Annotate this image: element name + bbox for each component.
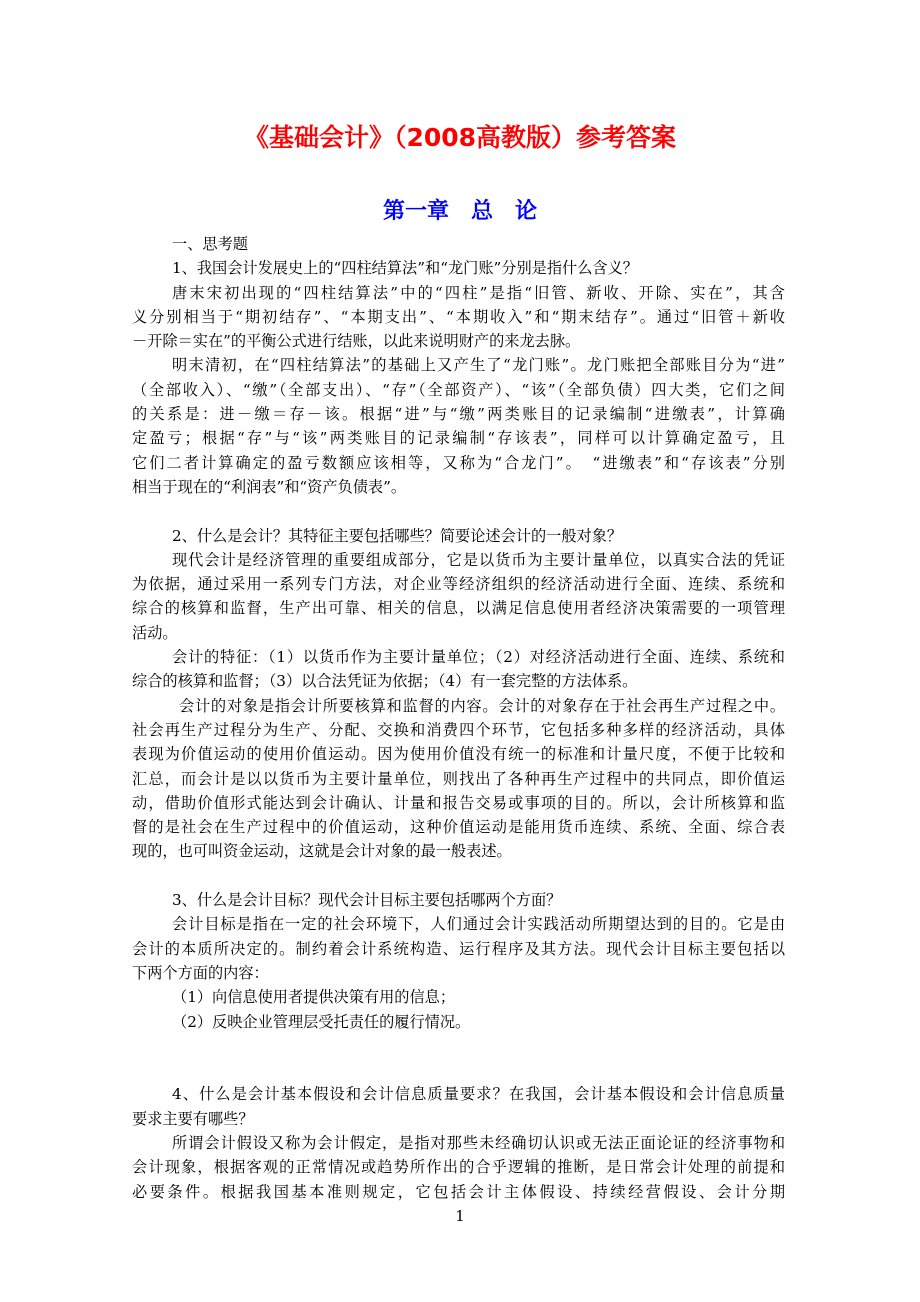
text-line: 会计目标是指在一定的社会环境下，人们通过会计实践活动所期望达到的目的。它是由 [172, 915, 785, 934]
text-line: 社会再生产过程分为生产、分配、交换和消费四个环节，它包括多种多样的经济活动，具体 [132, 720, 785, 739]
text-line: 现代会计是经济管理的重要组成部分，它是以货币为主要计量单位，以真实合法的凭证 [172, 550, 785, 569]
document-body [132, 232, 785, 1204]
text-line: 定盈亏；根据“存”与“该”两类账目的记录编制“存该表”，同样可以计算确定盈亏，且 [132, 429, 785, 448]
text-line: 会计现象，根据客观的正常情况或趋势所作出的合乎逻辑的推断，是日常会计处理的前提和 [132, 1158, 785, 1177]
text-line: 综合的核算和监督，生产出可靠、相关的信息，以满足信息使用者经济决策需要的一项管理 [132, 599, 785, 618]
text-line: －开除＝实在”的平衡公式进行结账，以此来说明财产的来龙去脉。 [132, 332, 581, 351]
text-line: 汇总，而会计是以以货币为主要计量单位，则找出了各种再生产过程中的共同点，即价值运 [132, 769, 785, 788]
text-line: 表现为价值运动的使用价值运动。因为使用价值没有统一的标准和计量尺度，不便于比较和 [132, 745, 785, 764]
text-line: 督的是社会在生产过程中的价值运动，这种价值运动是能用货币连续、系统、全面、综合表 [132, 818, 785, 837]
text-line: 现的，也可叫资金运动，这就是会计对象的最一般表述。 [132, 842, 512, 861]
text-line: 的关系是：进－缴＝存－该。根据“进”与“缴”两类账目的记录编制“进缴表”，计算确 [132, 405, 785, 424]
text-line: 4、什么是会计基本假设和会计信息质量要求？在我国，会计基本假设和会计信息质量 [172, 1085, 785, 1104]
text-line: 要求主要有哪些？ [132, 1109, 254, 1128]
text-line: 会计的本质所决定的。制约着会计系统构造、运行程序及其方法。现代会计目标主要包括以 [132, 939, 785, 958]
chapter-heading: 第一章 总 论 [382, 199, 537, 224]
text-line: 下两个方面的内容： [132, 963, 269, 982]
text-line: 会计的对象是指会计所要核算和监督的内容。会计的对象存在于社会再生产过程之中。 [179, 696, 785, 715]
text-line: 唐末宋初出现的“四柱结算法”中的“四柱”是指“旧管、新收、开除、实在”，其含 [172, 283, 785, 302]
blank-line [132, 499, 785, 523]
text-line: 相当于现在的“利润表”和“资产负债表”。 [132, 477, 407, 496]
document-title: 《基础会计》（2008高教版）参考答案 [243, 123, 677, 152]
blank-line [132, 1058, 785, 1082]
text-line: 综合的核算和监督；（3）以合法凭证为依据；（4）有一套完整的方法体系。 [132, 672, 638, 691]
text-line: 3、什么是会计目标？现代会计目标主要包括哪两个方面？ [172, 891, 562, 910]
text-line: （1）向信息使用者提供决策有用的信息； [172, 988, 456, 1007]
text-line: 动，借助价值形式能达到会计确认、计量和报告交易或事项的目的。所以，会计所核算和监 [132, 793, 785, 812]
blank-line [132, 864, 785, 888]
text-line: 所谓会计假设又称为会计假定，是指对那些未经确切认识或无法正面论证的经济事物和 [172, 1133, 785, 1152]
text-line: 明末清初，在“四柱结算法”的基础上又产生了“龙门账”。龙门账把全部账目分为“进” [172, 356, 785, 375]
text-line: 1、我国会计发展史上的“四柱结算法”和“龙门账”分别是指什么含义？ [172, 259, 638, 278]
text-line: （全部收入）、“缴”（全部支出）、“存”（全部资产）、“该”（全部负债）四大类，它们之间 [132, 380, 785, 399]
text-line: 义分别相当于“期初结存”、“本期支出”、“本期收入”和“期末结存”。通过“旧管＋新收 [132, 307, 785, 326]
text-line: 一、思考题 [172, 235, 248, 253]
text-line: 活动。 [132, 623, 178, 642]
text-line: （2）反映企业管理层受托责任的履行情况。 [172, 1012, 471, 1031]
text-line: 会计的特征：（1）以货币作为主要计量单位；（2）对经济活动进行全面、连续、系统和 [172, 648, 785, 667]
page-number: 1 [455, 1207, 465, 1225]
blank-line [132, 1034, 785, 1058]
text-line: 它们二者计算确定的盈亏数额应该相等，又称为“合龙门”。 “进缴表”和“存该表”分别 [132, 453, 785, 472]
text-line: 必要条件。根据我国基本准则规定，它包括会计主体假设、持续经营假设、会计分期 [132, 1182, 785, 1201]
text-line: 为依据，通过采用一系列专门方法，对企业等经济组织的经济活动进行全面、连续、系统和 [132, 575, 785, 594]
text-line: 2、什么是会计？其特征主要包括哪些？简要论述会计的一般对象？ [172, 526, 623, 545]
